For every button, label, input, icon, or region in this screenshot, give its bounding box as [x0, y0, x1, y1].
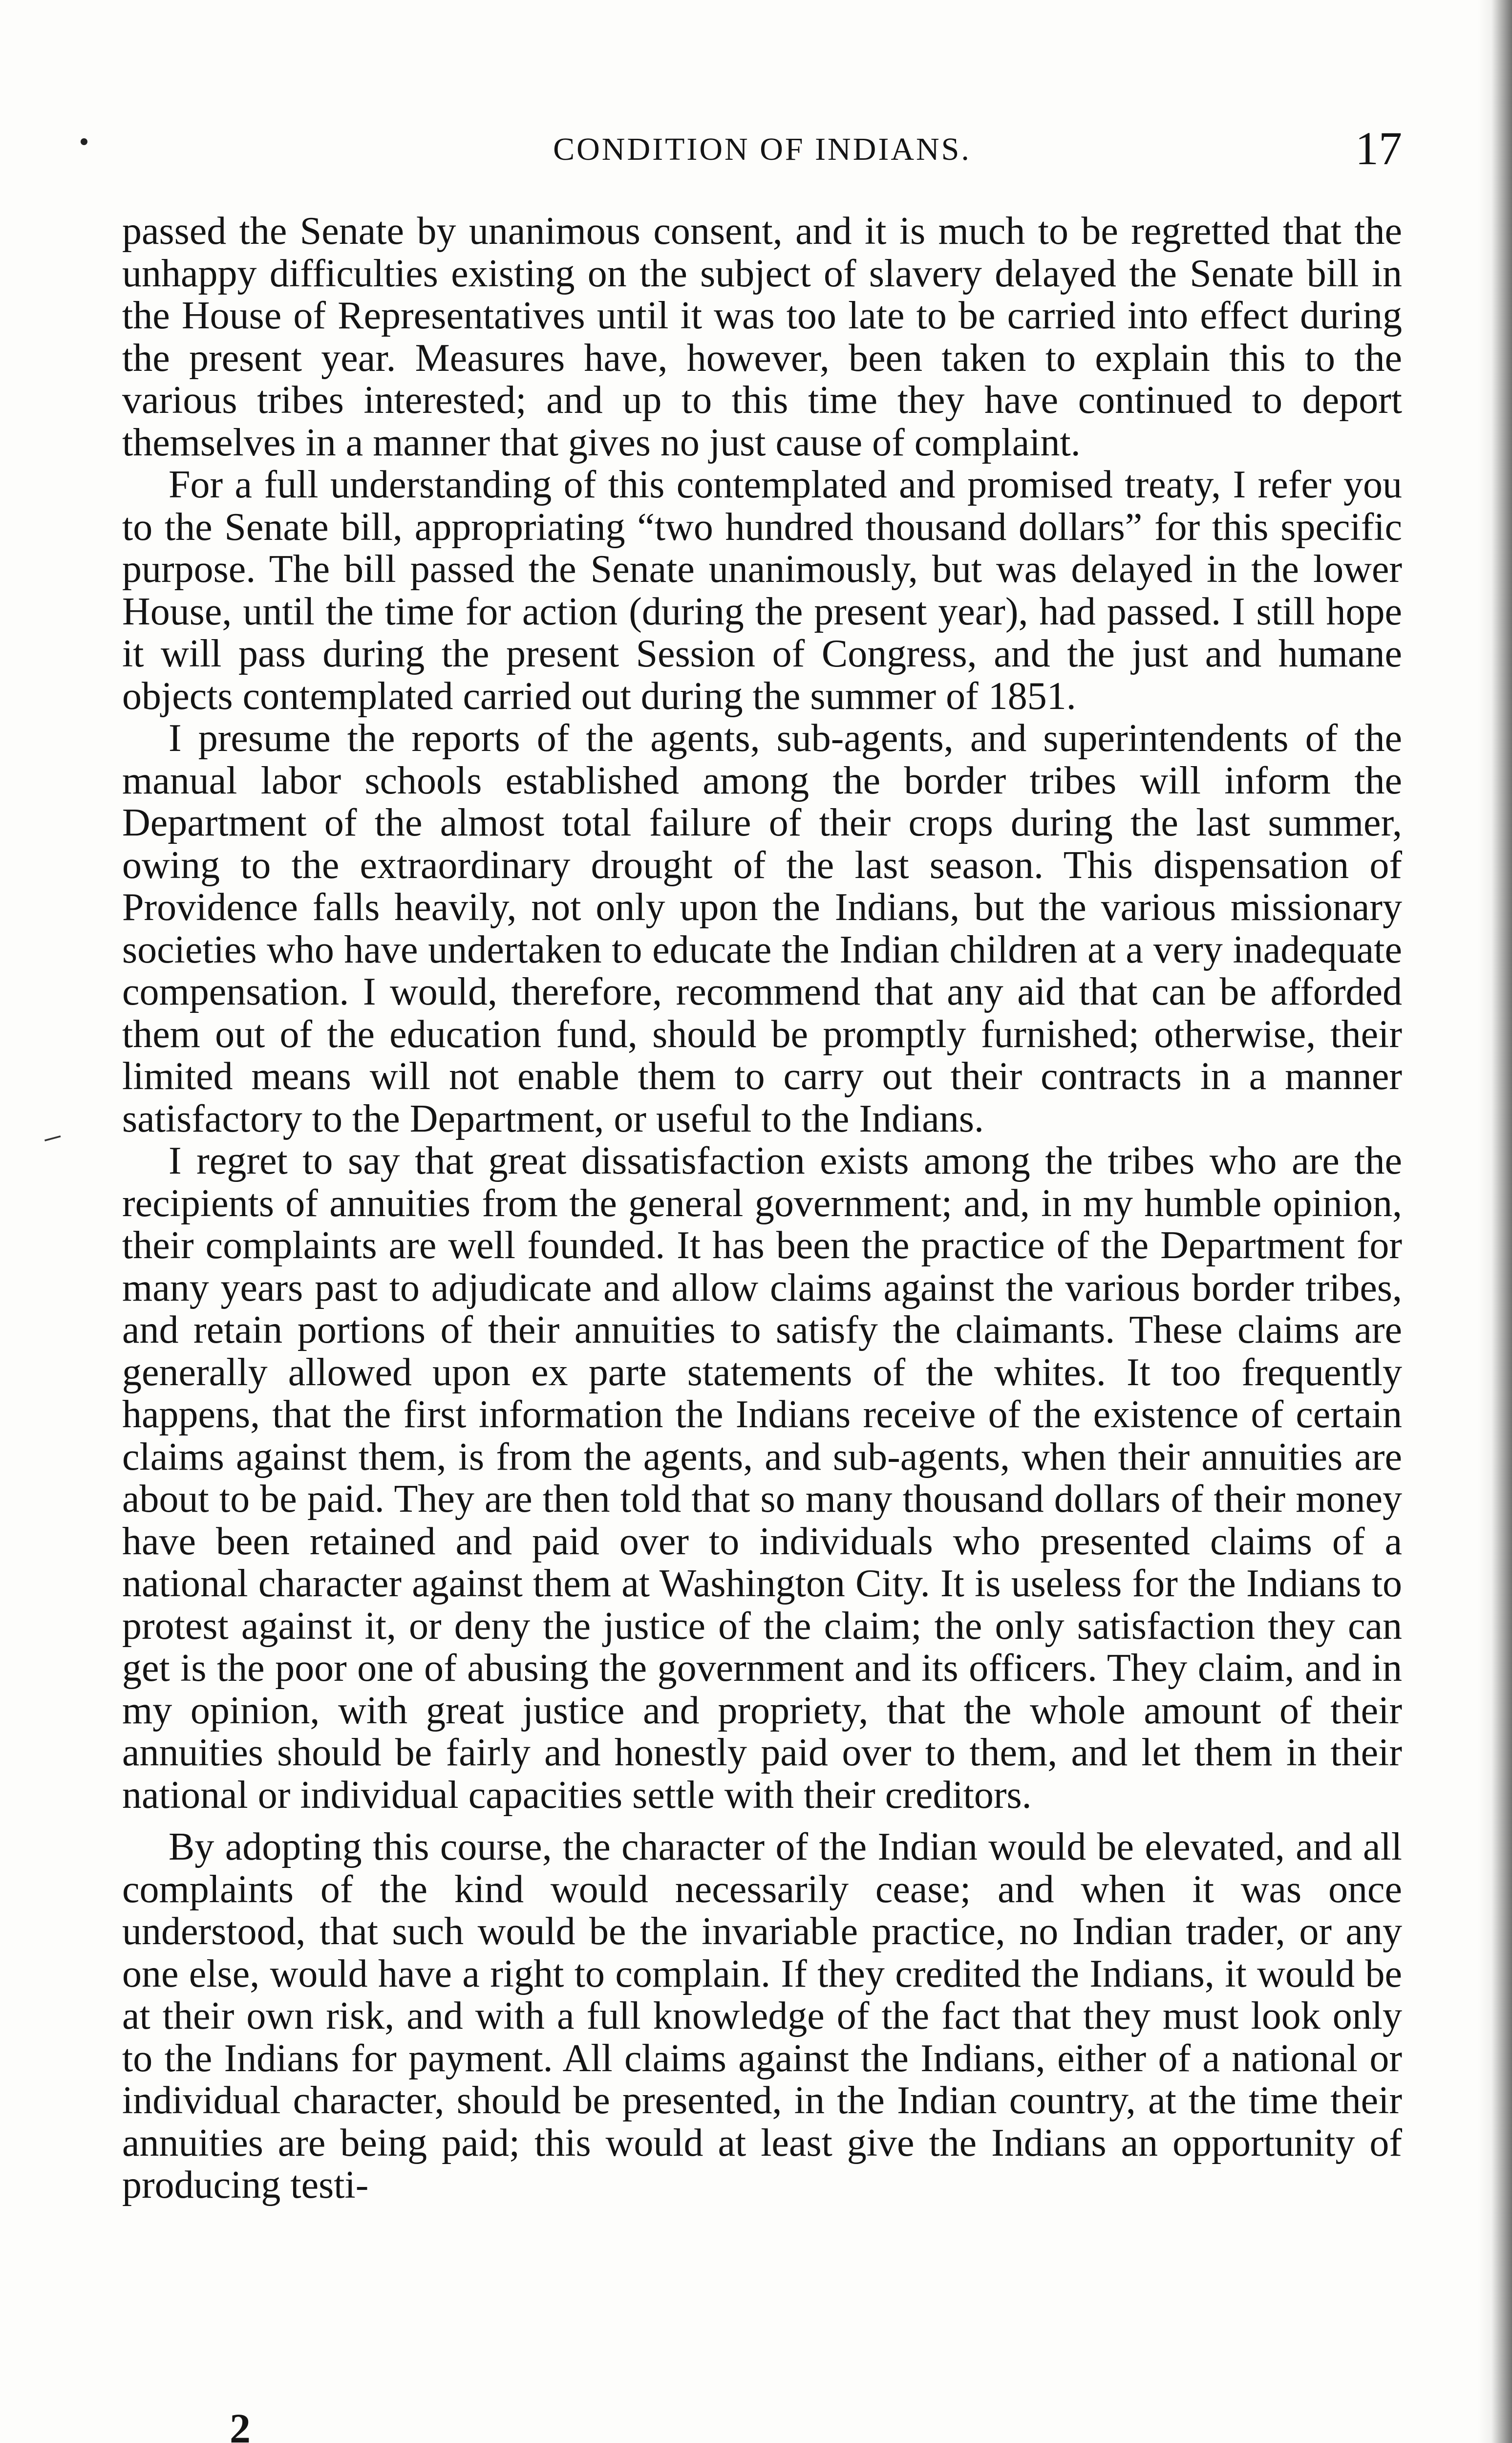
page-edge-shadow — [1478, 0, 1512, 2443]
running-head: CONDITION OF INDIANS. — [553, 131, 971, 167]
ink-dot-mark — [81, 138, 87, 145]
paragraph-1: passed the Senate by unanimous consent, and it is much to be regretted that the unhappy difficulties existing on the subject of slavery delayed the Senate bill in the House of Representatives until it was too late to be carried into effect during the present year. Measures have, however, been taken to explain this to the various tribes interested; and up to this time they have continued to deport themselves in a manner that gives no just cause of complaint. — [122, 210, 1402, 464]
page-number: 17 — [1355, 122, 1402, 174]
body-text — [122, 210, 1402, 2207]
signature-mark: 2 — [230, 2405, 251, 2443]
paragraph-2: For a full understanding of this contemplated and promised treaty, I refer you to the Senate bill, appropriating “two hundred thousand dollars” for this specific purpose. The bill passed the Senate unanimously, but was delayed in the lower House, until the time for action (during the present year), had passed. I still hope it will pass during the present Session of Congress, and the just and humane objects contemplated carried out during the summer of 1851. — [122, 463, 1402, 718]
paragraph-5: By adopting this course, the character of the Indian would be elevated, and all complaints of the kind would necessarily cease; and when it was once understood, that such would be the invariable practice, no Indian trader, or any one else, would have a right to complain. If they credited the Indians, it would be at their own risk, and with a full knowledge of the fact that they must look only to the Indians for payment. All claims against the Indians, either of a national or individual character, should be presented, in the Indian country, at the time their annuities are being paid; this would at least give the Indians an opportunity of producing testi- — [122, 1825, 1402, 2207]
margin-stray-mark: ⸝ — [39, 1111, 73, 1153]
page-header — [122, 121, 1402, 175]
paragraph-3: I presume the reports of the agents, sub-agents, and superintendents of the manual labor schools established among the border tribes will inform the Department of the almost total failure of their crops during the last summer, owing to the extraordinary drought of the last season. This dispensation of Providence falls heavily, not only upon the Indians, but the various missionary societies who have undertaken to educate the Indian children at a very inadequate compensation. I would, therefore, recommend that any aid that can be afforded them out of the education fund, should be promptly furnished; otherwise, their limited means will not enable them to carry out their contracts in a manner satisfactory to the Department, or useful to the Indians. — [122, 717, 1402, 1140]
paragraph-4: I regret to say that great dissatisfaction exists among the tribes who are the recipients of annuities from the general government; and, in my humble opinion, their complaints are well founded. It has been the practice of the Department for many years past to adjudicate and allow claims against the various border tribes, and retain portions of their annuities to satisfy the claimants. These claims are generally allowed upon ex parte statements of the whites. It too frequently happens, that the first information the Indians receive of the existence of certain claims against them, is from the agents, and sub-agents, when their annuities are about to be paid. They are then told that so many thousand dollars of their money have been retained and paid over to individuals who presented claims of a national character against them at Washington City. It is useless for the Indians to protest against it, or deny the justice of the claim; the only satisfaction they can get is the poor one of abusing the government and its officers. They claim, and in my opinion, with great justice and propriety, that the whole amount of their annuities should be fairly and honestly paid over to them, and let them in their national or individual capacities settle with their creditors. — [122, 1139, 1402, 1817]
